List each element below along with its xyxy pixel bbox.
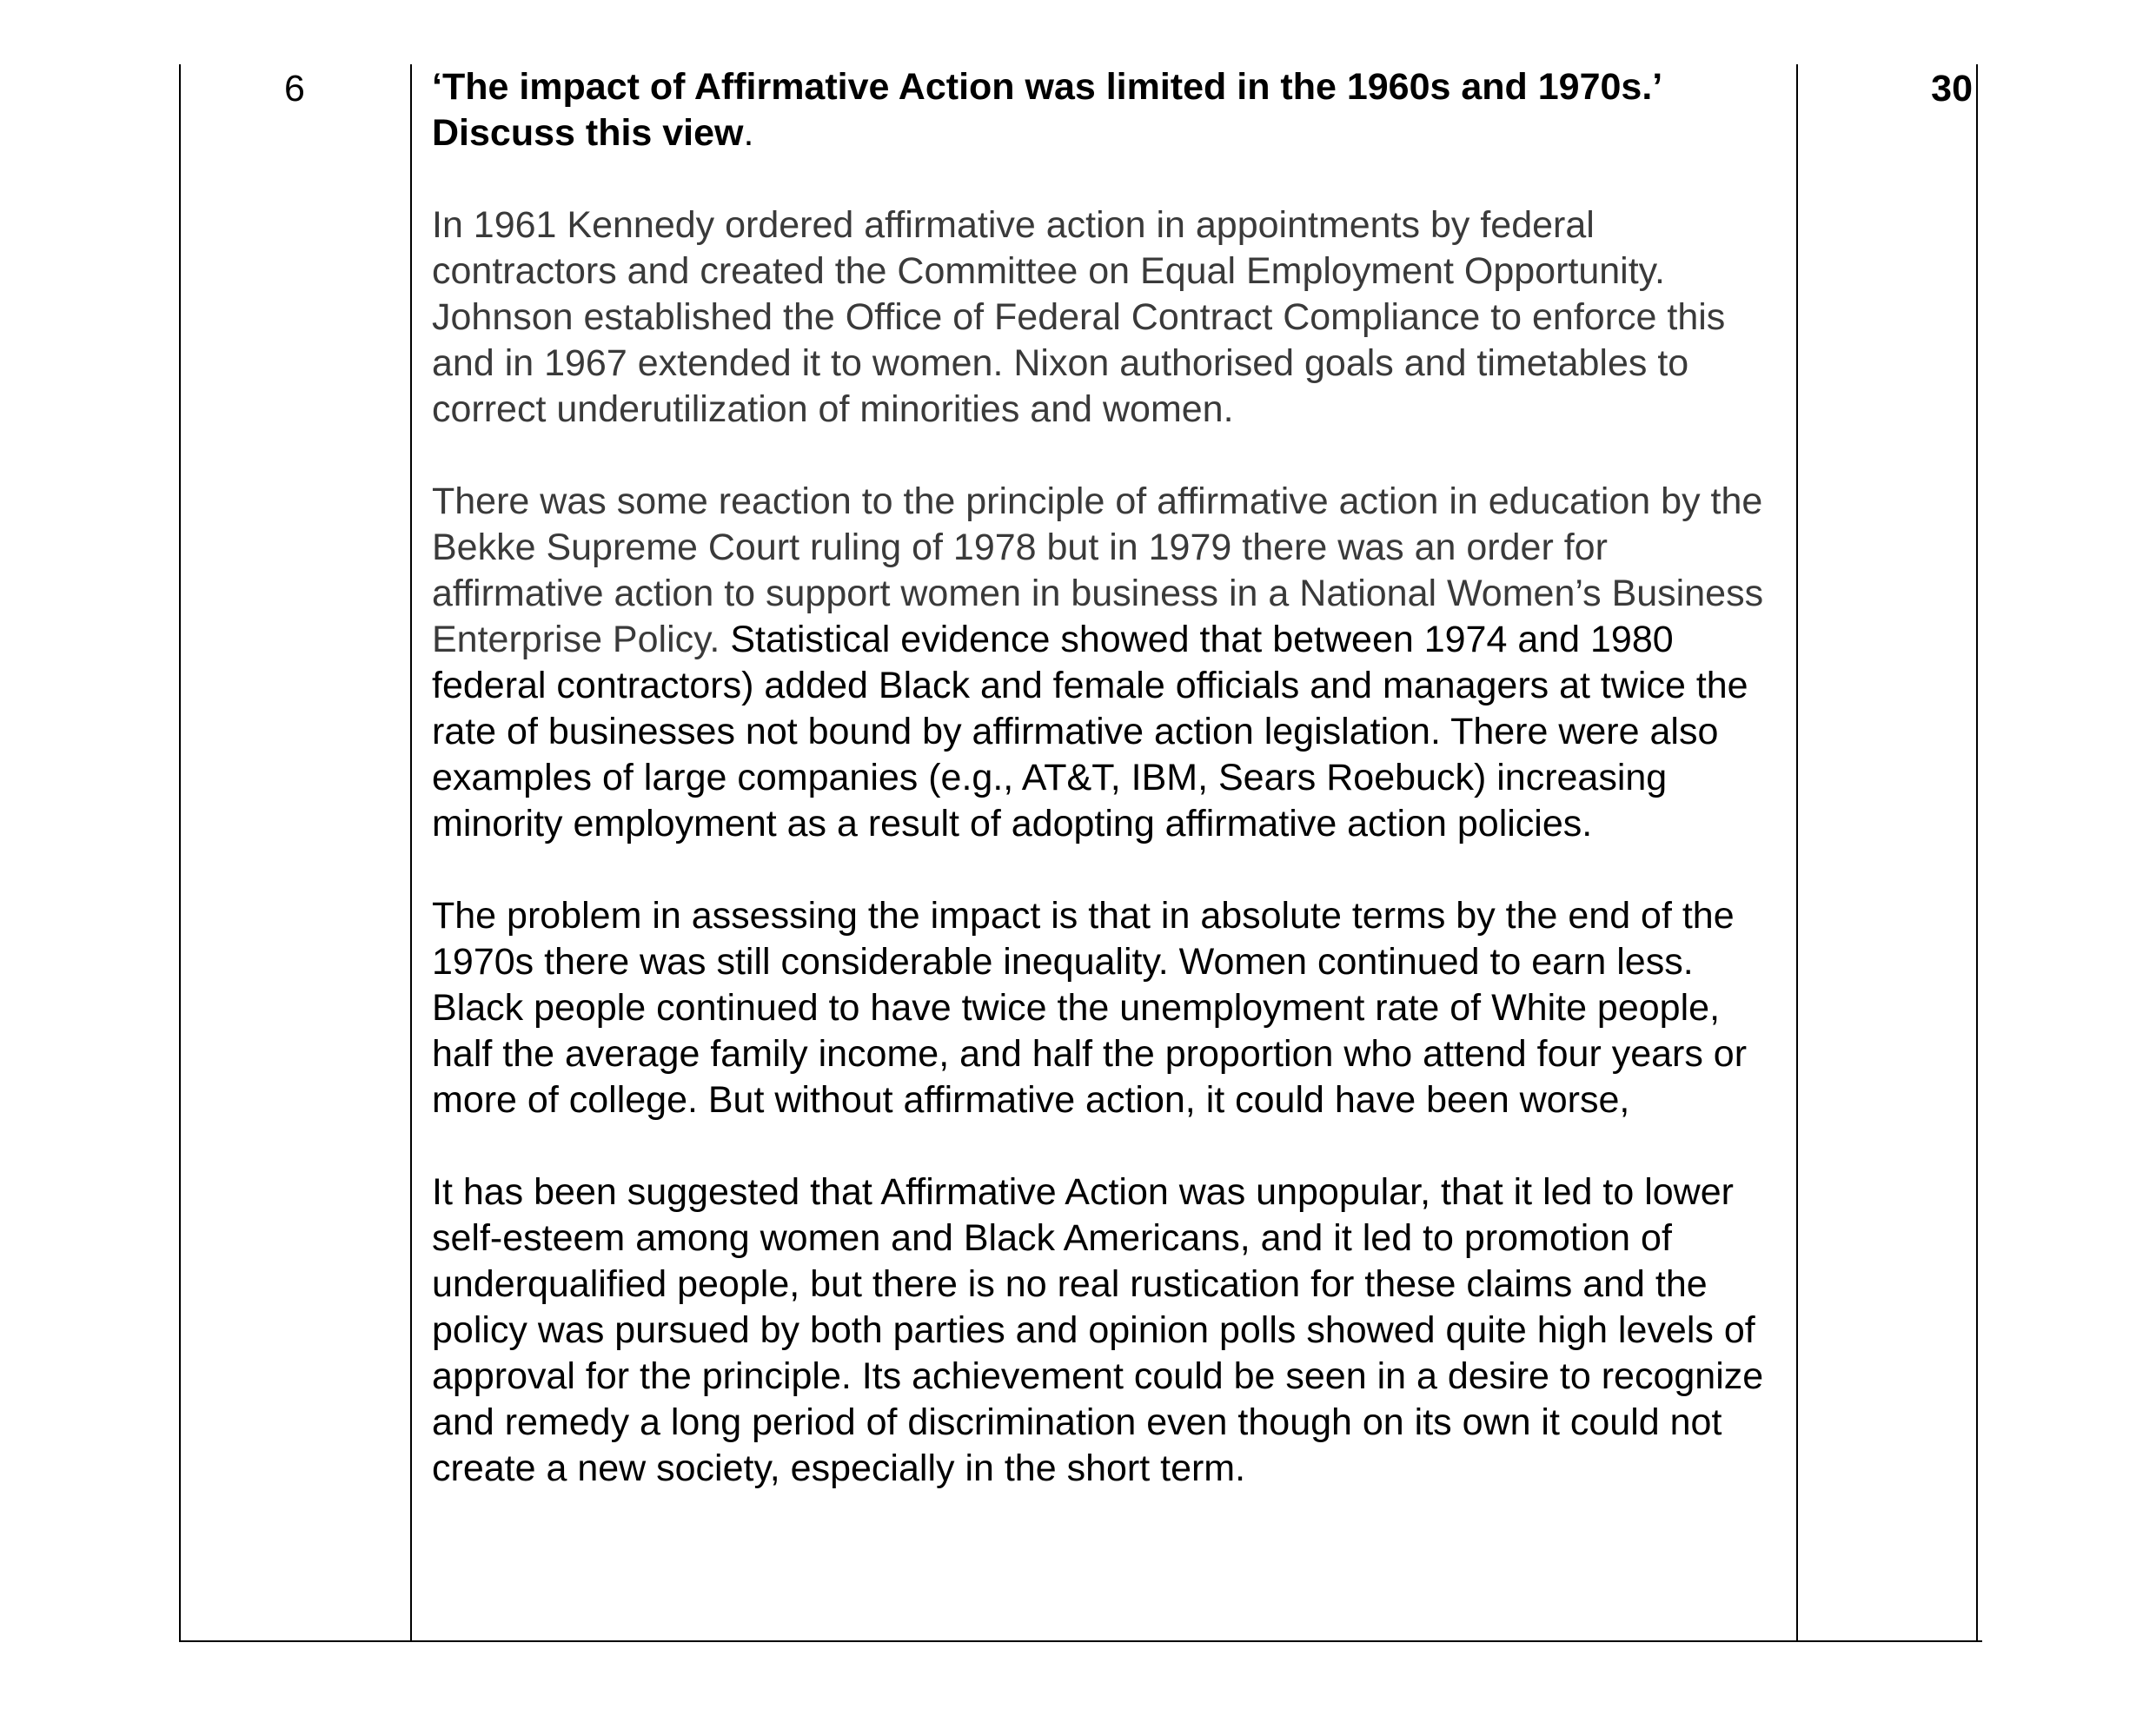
question-line-2-end: . — [743, 112, 754, 154]
table-border-right — [1976, 64, 1978, 1642]
table-column-divider-1 — [410, 64, 412, 1642]
paragraph-1-text: In 1961 Kennedy ordered affirmative action in appointments by federal contractors and created the Committee on Equal Employment Opportunity. Johnson established the Office of Federal Contract Compliance to enforce this and in 1967 extended it to women. Nixon authorised goals and timetables to correct underutilization of minorities and women. — [432, 204, 1726, 430]
paragraph-4: It has been suggested that Affirmative Action was unpopular, that it led to lower self-esteem among women and Black Americans, and it led to promotion of underqualified people, but there is no real rustication for these claims and the policy was pursued by both parties and opinion polls showed quite high levels of approval for the principle. Its achievement could be seen in a desire to recognize and remedy a long period of discrimination even though on its own it could not create a new society, especially in the short term. — [432, 1171, 1764, 1489]
question-line-2: Discuss this view — [432, 112, 744, 154]
marks-value: 30 — [1931, 68, 1973, 109]
paragraph-2-text-a: There was some reaction to the principle of affirmative action in education by the Bekke Supreme Court ruling of 1978 but in 1979 there was an order for affirmative action to support women in business in a National Women’s Business Enterprise Policy. — [432, 480, 1764, 660]
question-prompt — [432, 64, 1788, 156]
paragraph-1 — [432, 202, 1788, 433]
question-number: 6 — [284, 68, 305, 109]
table-column-divider-2 — [1796, 64, 1798, 1642]
paragraph-2-text-b: Statistical evidence showed that between 1974 and 1980 federal contractors) added Black and female officials and managers at twice the rate of businesses not bound by affirmative action legislation. There were also examples of large companies (e.g., AT&T, IBM, Sears Roebuck) increasing minority employment as a result of adopting affirmative action policies. — [432, 619, 1748, 845]
table-border-bottom — [180, 1640, 1982, 1642]
question-line-1: ‘The impact of Affirmative Action was limited in the 1960s and 1970s.’ — [432, 66, 1663, 108]
paragraph-3: The problem in assessing the impact is that in absolute terms by the end of the 1970s there was still considerable inequality. Women continued to earn less. Black people continued to have twice the unemployment rate of White people, half the average family income, and half the proportion who attend four years or more of college. But without affirmative action, it could have been worse, — [432, 895, 1748, 1121]
answer-content — [432, 64, 1788, 1538]
table-border-left — [179, 64, 181, 1642]
paragraph-2 — [432, 479, 1788, 847]
